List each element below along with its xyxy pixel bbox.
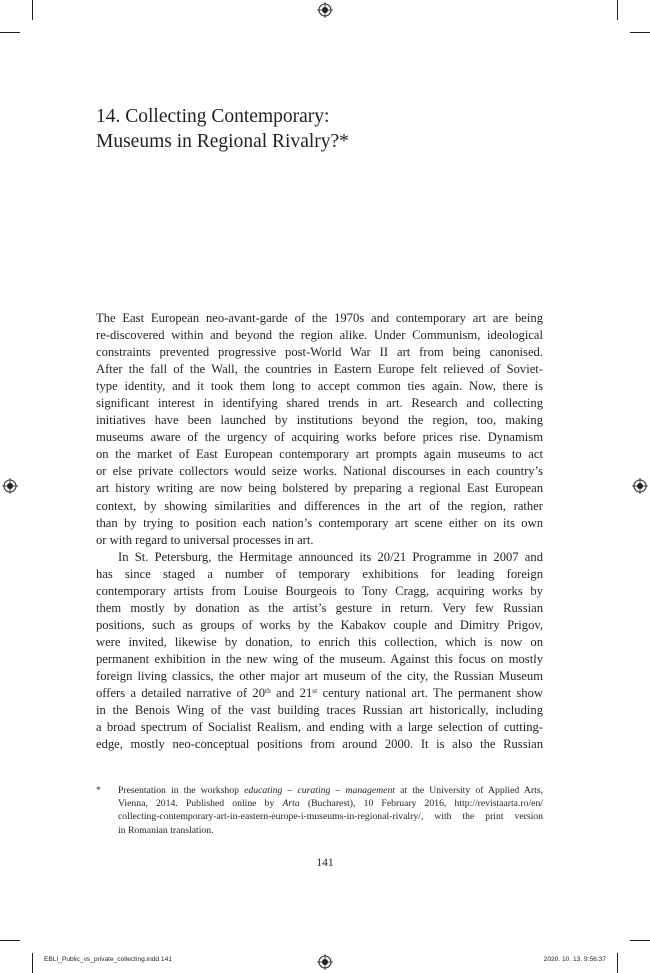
publication-title: Arta [282, 798, 300, 810]
ordinal-suffix: st [312, 686, 318, 696]
footnote-text: Vienna, 2014. Published online by [118, 798, 283, 810]
slug-timestamp: 2020. 10. 13. 9:56:37 [543, 956, 606, 963]
body-line: type identity, and it took them long to accept common ties again. Now, there is [96, 379, 543, 394]
page-number: 141 [316, 857, 334, 869]
body-line: a broad spectrum of Socialist Realism, and ending with a large selection of cutting- [96, 720, 543, 735]
body-line: or else private collectors would seize works. National discourses in each country’s [96, 464, 543, 479]
body-line: positions, such as groups of works by the Kabakov couple and Dimitry Prigov, [96, 617, 543, 632]
crop-mark [32, 953, 33, 973]
body-line: than by trying to position each nation’s contemporary art scene either on its own [96, 515, 543, 530]
footnote [96, 784, 543, 837]
footnote-line [118, 784, 543, 797]
footnote-mark: * [96, 785, 101, 796]
registration-mark-icon [317, 2, 333, 18]
body-line: foreign living classics, the other major art museum of the city, the Russian Museum [96, 668, 543, 683]
crop-mark [32, 0, 33, 20]
body-line: edge, mostly neo-conceptual positions from around 2000. It is also the Russian [96, 737, 543, 752]
crop-mark [630, 940, 650, 941]
body-line: After the fall of the Wall, the countries in Eastern Europe felt relieved of Soviet- [96, 362, 543, 377]
footnote-text: at the University of Applied Arts, [395, 785, 544, 796]
crop-mark [617, 0, 618, 20]
chapter-title [96, 104, 556, 154]
body-line: permanent exhibition in the new wing of the museum. Against this focus on mostly [96, 651, 543, 666]
body-line: The East European neo-avant-garde of the 1970s and contemporary art are being [96, 311, 543, 325]
ordinal-line-after: century national art. The permanent show [317, 686, 543, 701]
footnote-text: (Bucharest), 10 February 2016, http://revistaarta.ro/en/ [299, 798, 543, 810]
body-line: has since staged a number of temporary exhibitions for leading foreign [96, 566, 543, 581]
body-line: significant interest in identifying shared trends in art. Research and collecting [96, 396, 543, 411]
crop-mark [0, 32, 20, 33]
body-text [96, 310, 543, 753]
chapter-title-line: 14. Collecting Contemporary: [96, 106, 330, 127]
body-line: were invited, likewise by donation, to enrich this collection, which is now on [96, 634, 543, 649]
body-line: art history writing are now being bolstered by preparing a regional East European [96, 481, 543, 496]
ordinal-line-middle: and 21 [270, 686, 313, 701]
body-line: initiatives have been launched by institutions beyond the region, too, making [96, 413, 543, 428]
footnote-text: Presentation in the workshop [118, 785, 245, 796]
body-line: context, by showing similarities and differences in the art of the region, rather [96, 498, 543, 513]
footnote-line [118, 797, 543, 810]
footnote-line: in Romanian translation. [118, 824, 214, 836]
body-line: in the Benois Wing of the vast building traces Russian art historically, including [96, 703, 543, 718]
body-line: constraints prevented progressive post-World War II art from being canonised. [96, 345, 543, 360]
ordinal-line-before: offers a detailed narrative of 20 [96, 686, 265, 701]
registration-mark-icon [317, 954, 333, 970]
body-line: contemporary artists from Louise Bourgeois to Tony Cragg, acquiring works by [96, 583, 543, 598]
body-line: on the market of East European contemporary art prompts again museums to act [96, 447, 543, 462]
chapter-title-line: Museums in Regional Rivalry?* [96, 131, 349, 152]
body-line-ordinals [96, 685, 543, 702]
body-line: In St. Petersburg, the Hermitage announced its 20/21 Programme in 2007 and [118, 549, 543, 564]
slug-filename: EBLI_Public_vs_private_collecting.indd 141 [44, 956, 172, 963]
body-line: museums aware of the urgency of acquiring works before prices rise. Dynamism [96, 430, 543, 445]
workshop-title: educating – curating – management [244, 785, 395, 796]
registration-mark-icon [632, 478, 648, 494]
crop-mark [617, 953, 618, 973]
footnote-line: collecting-contemporary-art-in-eastern-europe-i-museums-in-regional-rivalry/, with the print version [118, 811, 543, 823]
body-line: or with regard to universal processes in art. [96, 532, 314, 547]
ordinal-suffix: th [265, 686, 271, 696]
crop-mark [0, 940, 20, 941]
footnote-body [118, 784, 543, 837]
body-line: re-discovered within and beyond the region alike. Under Communism, ideological [96, 328, 543, 343]
crop-mark [630, 32, 650, 33]
body-line: them mostly by donation as the artist’s gesture in return. Very few Russian [96, 600, 543, 615]
registration-mark-icon [2, 478, 18, 494]
